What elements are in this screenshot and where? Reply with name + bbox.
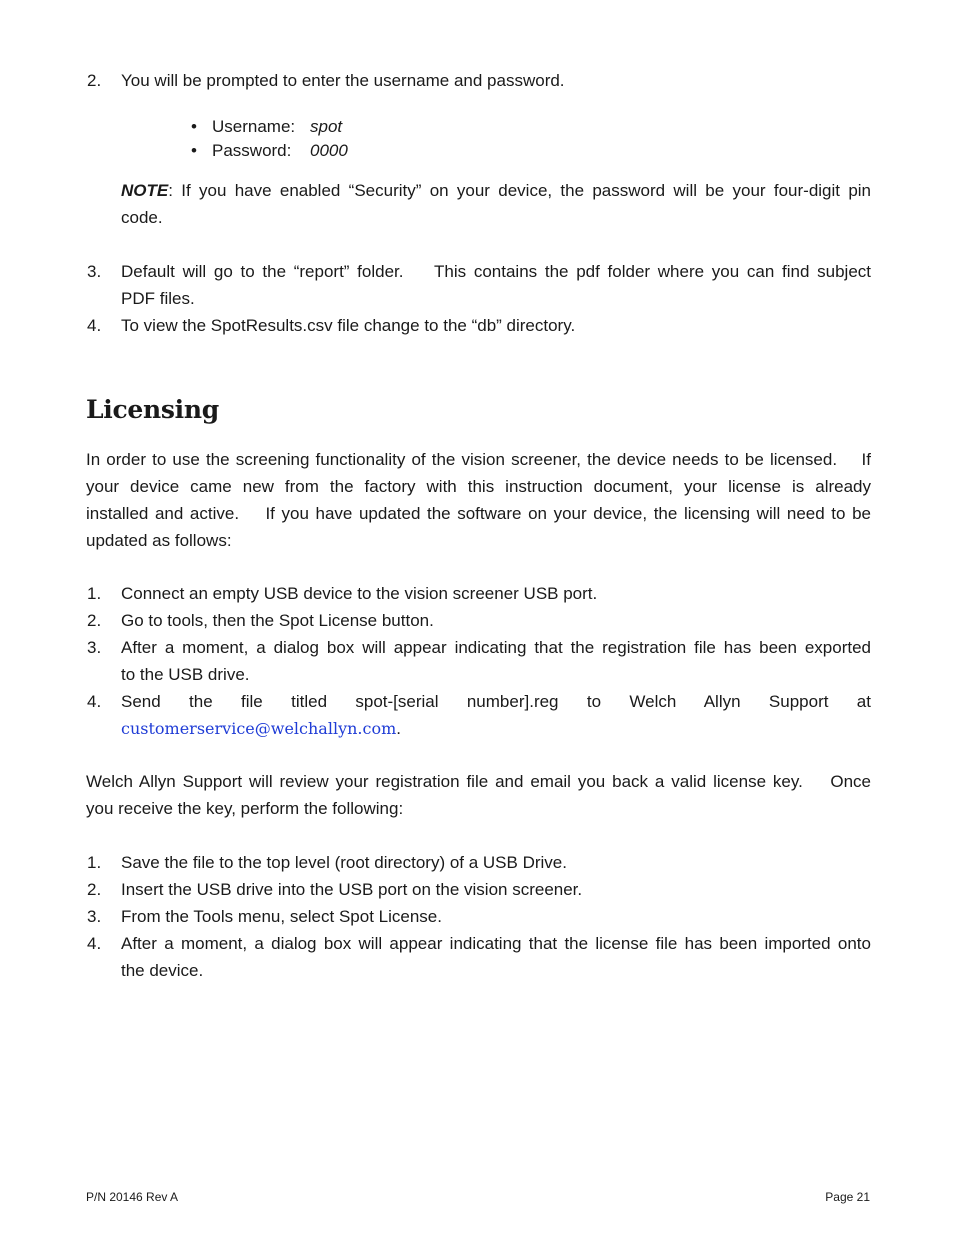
step-3-line-2: PDF files. (121, 289, 195, 308)
step-2-number: 2. (87, 71, 102, 90)
steps-a-4-number: 4. (87, 692, 102, 711)
step-4-text: To view the SpotResults.csv file change to the “db” directory. (121, 316, 576, 335)
steps-a-2-text: Go to tools, then the Spot License button. (121, 611, 434, 630)
password-value: 0000 (310, 141, 348, 160)
steps-a-3-number: 3. (87, 638, 102, 657)
password-label: Password: (212, 141, 292, 160)
footer-page-number: Page 21 (825, 1190, 870, 1204)
intro-line-1: In order to use the screening functionality of the vision screener, the device needs to be licensed. If (86, 450, 871, 469)
steps-b-2-number: 2. (87, 880, 102, 899)
username-value: spot (310, 117, 343, 136)
review-line-2: you receive the key, perform the following: (86, 799, 404, 818)
step-2-text: You will be prompted to enter the username and password. (121, 71, 565, 90)
period-text: . (396, 719, 401, 738)
footer-part-number: P/N 20146 Rev A (86, 1190, 179, 1204)
steps-b-4-line-1: After a moment, a dialog box will appear indicating that the license file has been imported onto (121, 934, 871, 953)
steps-a-4-line-2 (121, 715, 401, 742)
steps-b-3-text: From the Tools menu, select Spot License. (121, 907, 442, 926)
support-email-link[interactable]: customerservice@welchallyn.com (121, 719, 397, 738)
steps-a-2-number: 2. (87, 611, 102, 630)
bullet-icon: • (191, 141, 197, 160)
steps-b-3-number: 3. (87, 907, 102, 926)
steps-a-1-number: 1. (87, 584, 102, 603)
note-text: : If you have enabled “Security” on your device, the password will be your four-digit pin (168, 181, 871, 200)
intro-line-2: your device came new from the factory with this instruction document, your license is already (86, 477, 871, 496)
steps-b-2-text: Insert the USB drive into the USB port on the vision screener. (121, 880, 583, 899)
step-4-number: 4. (87, 316, 102, 335)
steps-b-4-number: 4. (87, 934, 102, 953)
steps-b-1-number: 1. (87, 853, 102, 872)
section-heading: Licensing (86, 395, 219, 424)
note-label: NOTE (121, 181, 169, 200)
step-3-number: 3. (87, 262, 102, 281)
steps-b-1-text: Save the file to the top level (root directory) of a USB Drive. (121, 853, 567, 872)
intro-line-4: updated as follows: (86, 531, 232, 550)
bullet-icon: • (191, 117, 197, 136)
note-line-1 (121, 177, 871, 204)
steps-b-4-line-2: the device. (121, 961, 204, 980)
steps-a-1-text: Connect an empty USB device to the vision screener USB port. (121, 584, 598, 603)
review-line-1: Welch Allyn Support will review your registration file and email you back a valid license key. Once (86, 772, 871, 791)
note-line-2: code. (121, 208, 163, 227)
username-label: Username: (212, 117, 296, 136)
steps-a-3-line-2: to the USB drive. (121, 665, 250, 684)
steps-a-4-line-1: Send the file titled spot-[serial number].reg to Welch Allyn Support at (121, 692, 871, 711)
steps-a-3-line-1: After a moment, a dialog box will appear indicating that the registration file has been exported (121, 638, 871, 657)
intro-line-3: installed and active. If you have updated the software on your device, the licensing will need to be (86, 504, 871, 523)
step-3-line-1: Default will go to the “report” folder. This contains the pdf folder where you can find subject (121, 262, 871, 281)
